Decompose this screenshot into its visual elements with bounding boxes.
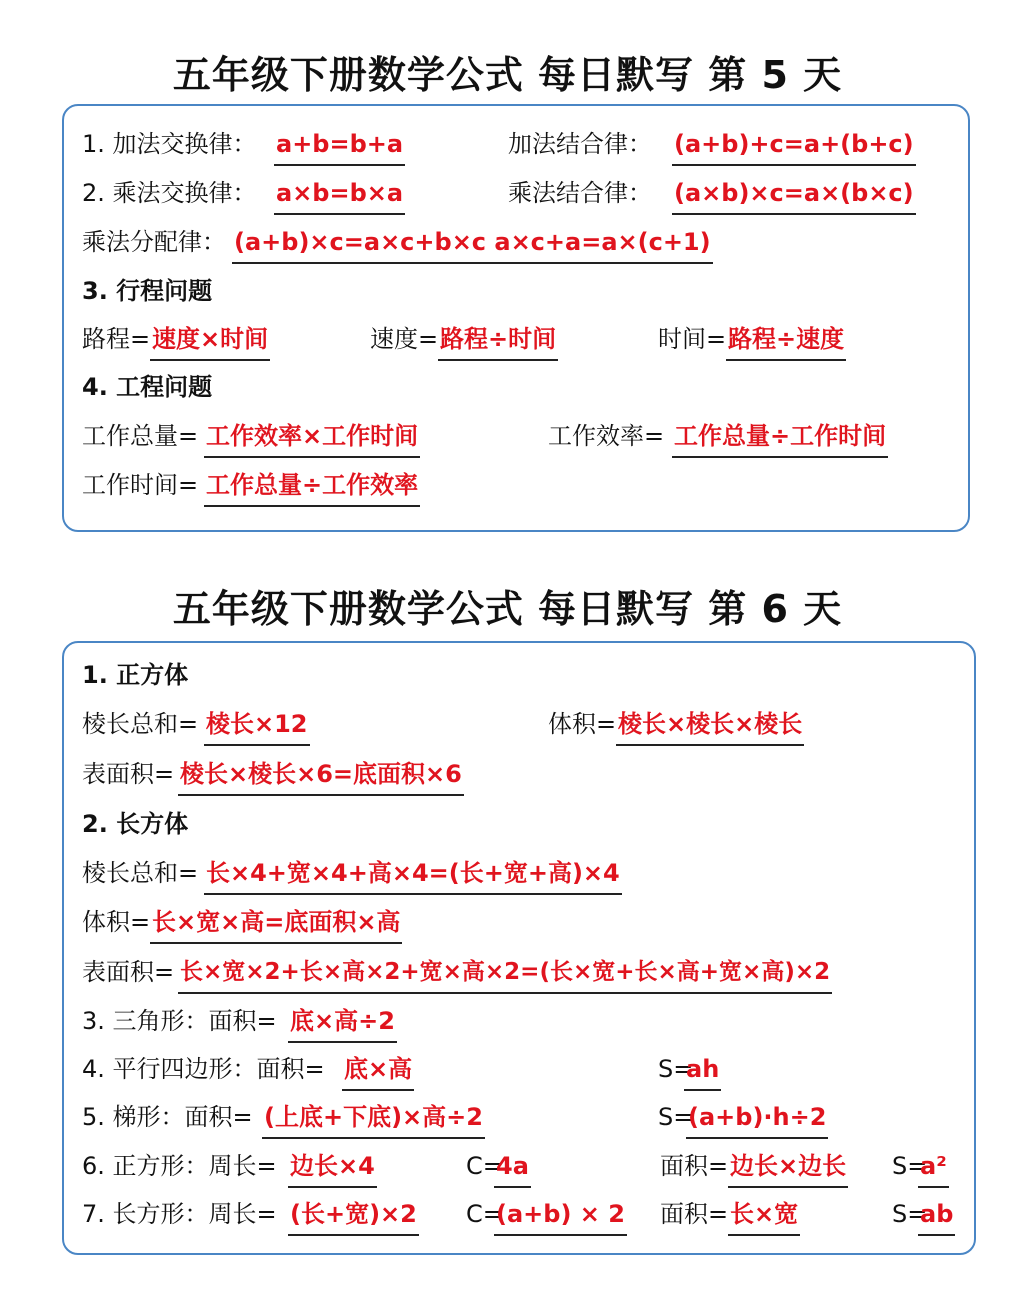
label-parallelogram-s: S=: [658, 1055, 694, 1083]
label-triangle-area: 3. 三角形：面积=: [82, 1007, 277, 1035]
label-cuboid-edge-sum: 棱长总和=: [82, 859, 199, 887]
label-square-s: S=: [892, 1152, 928, 1180]
label-rectangle-c: C=: [466, 1200, 503, 1228]
answer-cuboid-volume: 长×宽×高=底面积×高: [150, 902, 402, 944]
answer-rectangle-area: 长×宽: [728, 1194, 800, 1236]
label-cuboid-volume: 体积=: [82, 908, 151, 936]
label-square-c: C=: [466, 1152, 503, 1180]
label-rectangle-s: S=: [892, 1200, 928, 1228]
label-distributive: 乘法分配律：: [82, 228, 226, 256]
answer-cuboid-surface: 长×宽×2+长×高×2+宽×高×2=(长×宽+长×高+宽×高)×2: [178, 952, 832, 994]
heading-travel: 3. 行程问题: [82, 277, 213, 305]
answer-square-perimeter: 边长×4: [288, 1146, 377, 1188]
heading-cuboid: 2. 长方体: [82, 810, 189, 838]
answer-square-area: 边长×边长: [728, 1146, 848, 1188]
heading-work: 4. 工程问题: [82, 373, 213, 401]
answer-triangle-area: 底×高÷2: [288, 1001, 397, 1043]
formula-card-day5: [62, 104, 970, 532]
label-time: 时间=: [658, 325, 727, 353]
label-trapezoid-s: S=: [658, 1103, 694, 1131]
label-trapezoid-area: 5. 梯形：面积=: [82, 1103, 253, 1131]
answer-mul-commutative: a×b=b×a: [274, 173, 405, 215]
answer-add-associative: (a+b)+c=a+(b+c): [672, 124, 916, 166]
page-title-day6: 五年级下册数学公式 每日默写 第 6 天: [172, 587, 843, 631]
answer-square-c: 4a: [494, 1146, 531, 1188]
answer-work-efficiency: 工作总量÷工作时间: [672, 416, 888, 458]
answer-cuboid-edge-sum: 长×4+宽×4+高×4=(长+宽+高)×4: [204, 853, 622, 895]
label-work-total: 工作总量=: [82, 422, 199, 450]
heading-cube: 1. 正方体: [82, 661, 189, 689]
label-square-perimeter: 6. 正方形：周长=: [82, 1152, 277, 1180]
page-title-day5: 五年级下册数学公式 每日默写 第 5 天: [172, 53, 843, 97]
answer-trapezoid-s: (a+b)·h÷2: [686, 1097, 828, 1139]
answer-parallelogram-area: 底×高: [342, 1049, 414, 1091]
answer-work-total: 工作效率×工作时间: [204, 416, 420, 458]
label-square-area: 面积=: [660, 1152, 729, 1180]
answer-rectangle-s: ab: [918, 1194, 955, 1236]
answer-trapezoid-area: (上底+下底)×高÷2: [262, 1097, 485, 1139]
answer-rectangle-perimeter: (长+宽)×2: [288, 1194, 419, 1236]
answer-rectangle-c: (a+b) × 2: [494, 1194, 627, 1236]
label-rectangle-perimeter: 7. 长方形：周长=: [82, 1200, 277, 1228]
answer-add-commutative: a+b=b+a: [274, 124, 405, 166]
answer-time: 路程÷速度: [726, 319, 846, 361]
label-parallelogram-area: 4. 平行四边形：面积=: [82, 1055, 325, 1083]
answer-cube-edge-sum: 棱长×12: [204, 704, 310, 746]
answer-work-time: 工作总量÷工作效率: [204, 465, 420, 507]
label-distance: 路程=: [82, 325, 151, 353]
answer-parallelogram-s: ah: [684, 1049, 721, 1091]
label-speed: 速度=: [370, 325, 439, 353]
answer-distributive: (a+b)×c=a×c+b×c a×c+a=a×(c+1): [232, 222, 713, 264]
answer-speed: 路程÷时间: [438, 319, 558, 361]
label-rectangle-area: 面积=: [660, 1200, 729, 1228]
answer-distance: 速度×时间: [150, 319, 270, 361]
label-cuboid-surface: 表面积=: [82, 958, 175, 986]
label-mul-associative: 乘法结合律：: [508, 179, 652, 207]
label-work-time: 工作时间=: [82, 471, 199, 499]
label-cube-surface: 表面积=: [82, 760, 175, 788]
label-cube-edge-sum: 棱长总和=: [82, 710, 199, 738]
label-add-associative: 加法结合律：: [508, 130, 652, 158]
label-add-commutative: 1. 加法交换律：: [82, 130, 257, 158]
label-cube-volume: 体积=: [548, 710, 617, 738]
formula-card-day6: [62, 641, 976, 1255]
answer-mul-associative: (a×b)×c=a×(b×c): [672, 173, 916, 215]
answer-cube-volume: 棱长×棱长×棱长: [616, 704, 804, 746]
answer-square-s: a²: [918, 1146, 949, 1188]
answer-cube-surface: 棱长×棱长×6=底面积×6: [178, 754, 464, 796]
label-mul-commutative: 2. 乘法交换律：: [82, 179, 257, 207]
label-work-efficiency: 工作效率=: [548, 422, 665, 450]
